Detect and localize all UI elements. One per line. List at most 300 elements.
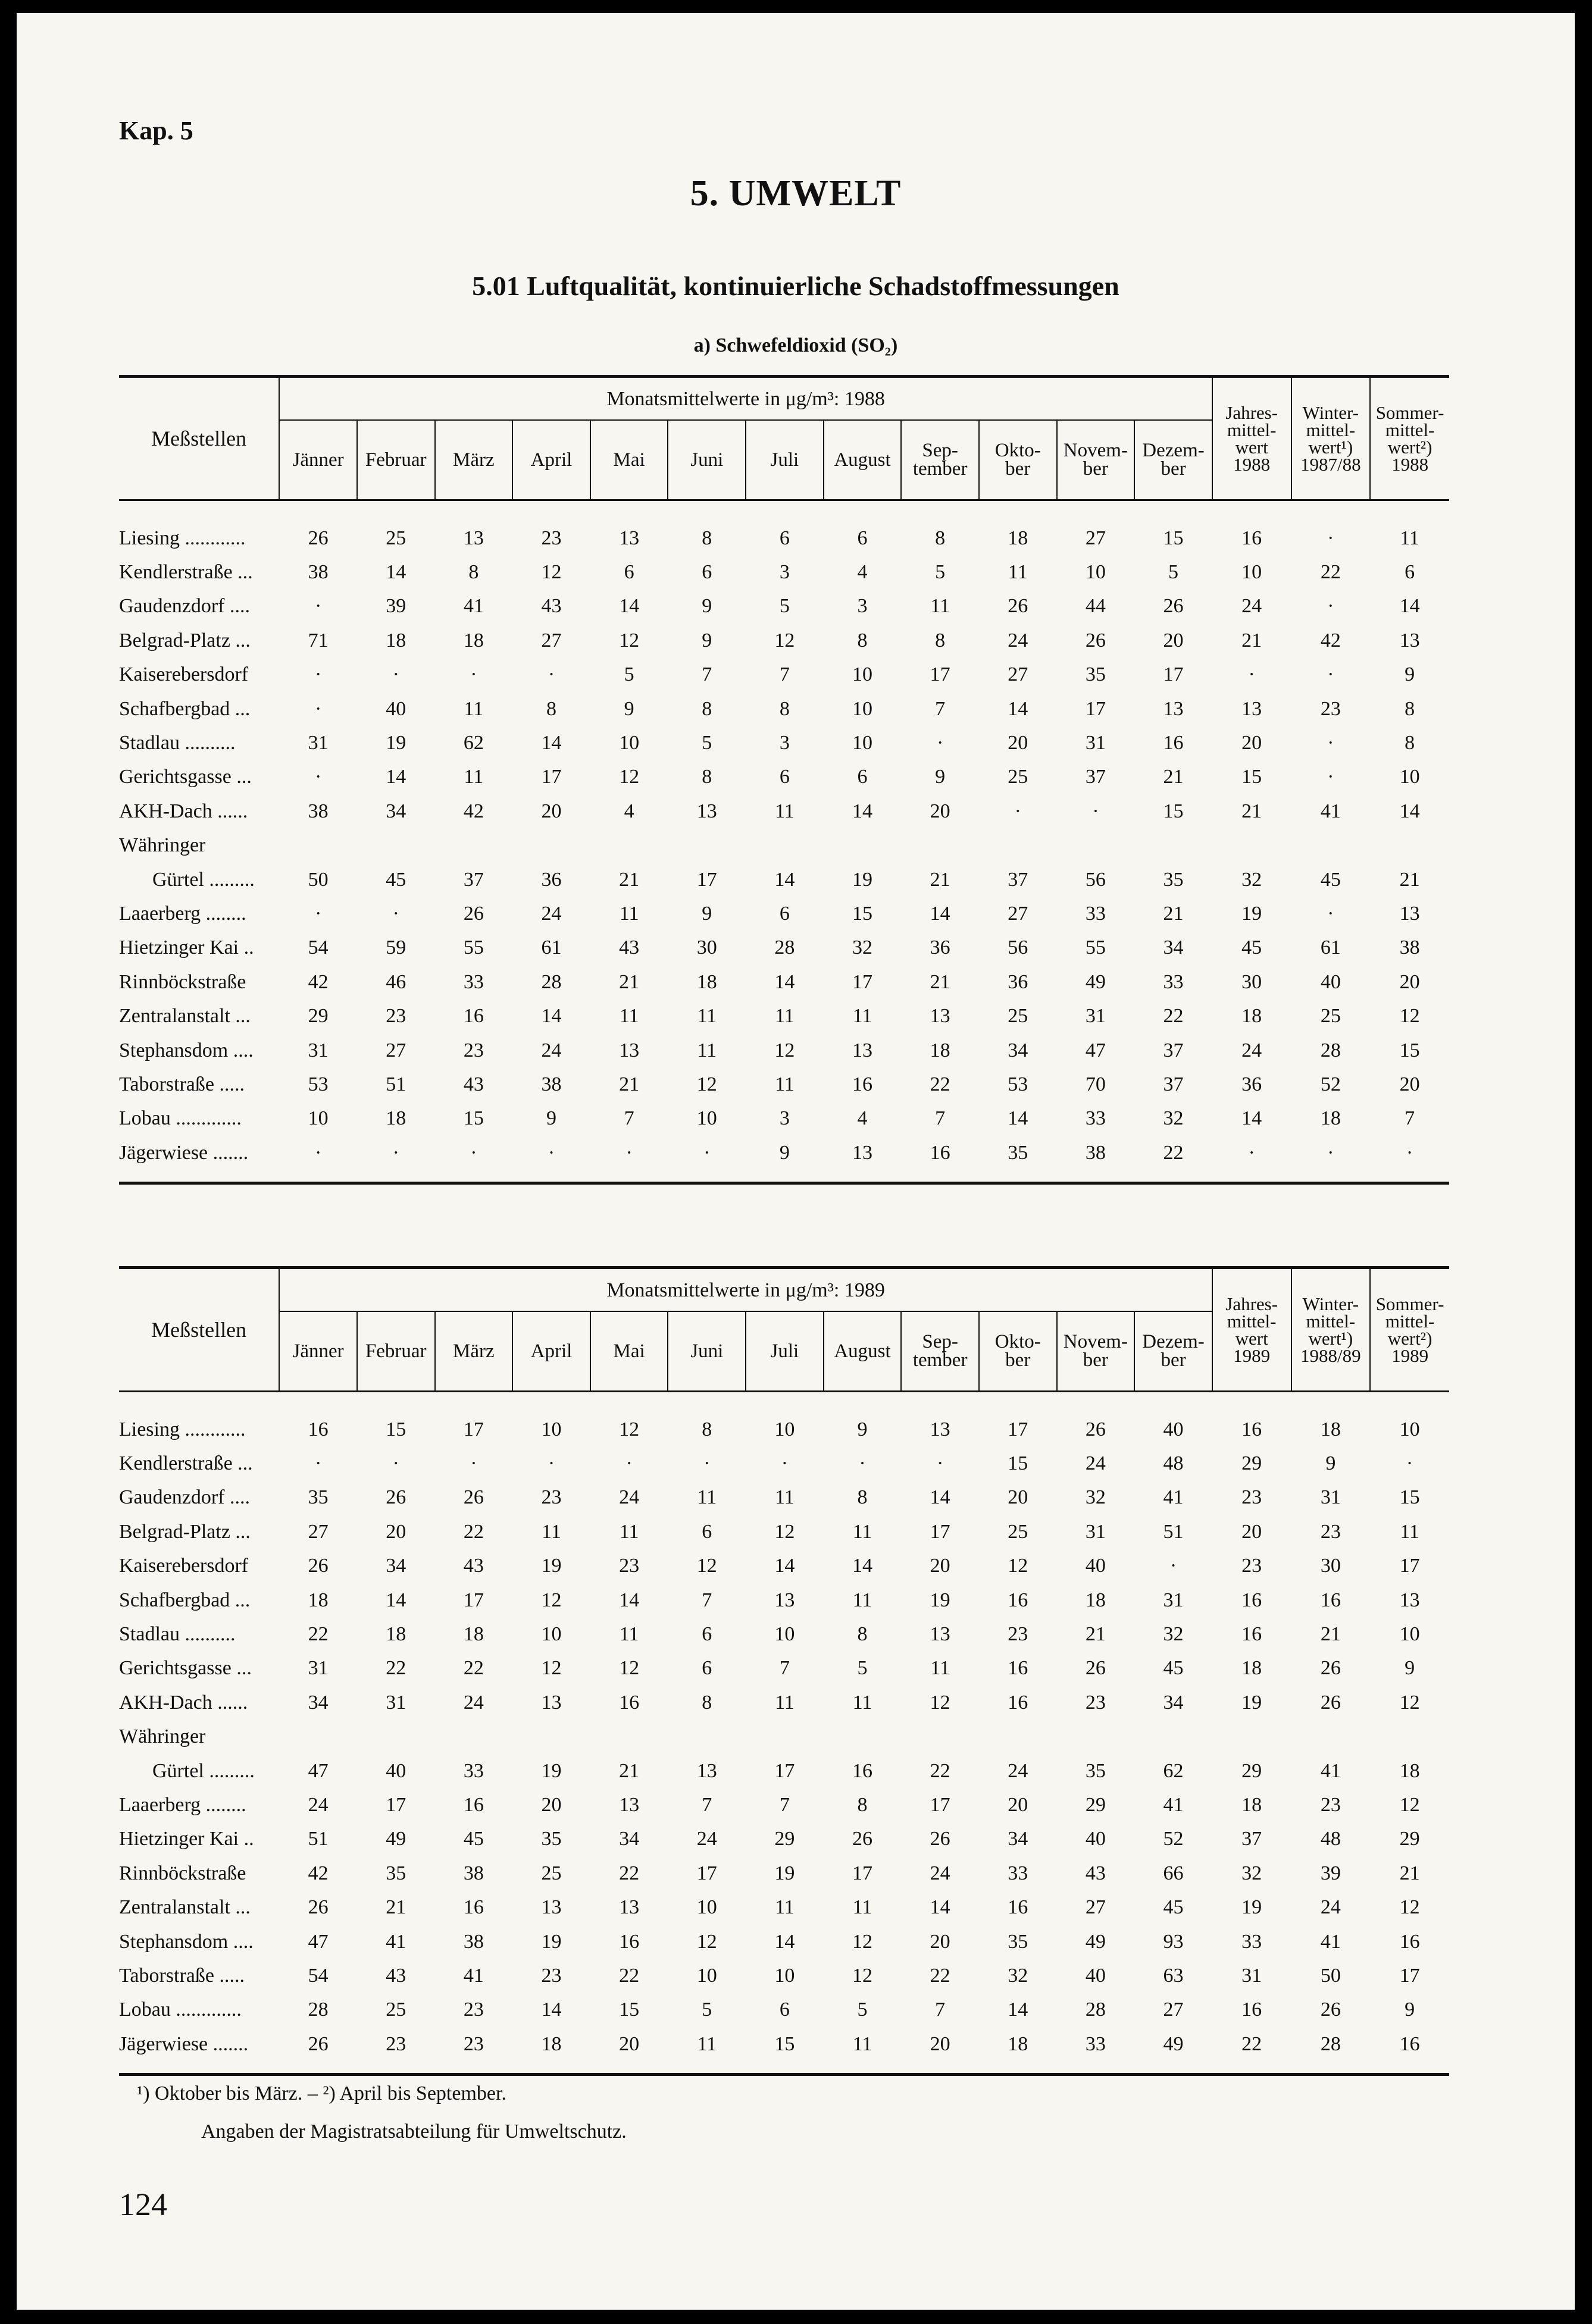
value-cell: 47 [1085,1039,1106,1061]
value-cell: 29 [1241,1759,1262,1782]
value-cell: 21 [930,868,950,891]
value-cell: 11 [1400,1520,1419,1543]
value-cell: 22 [930,1964,950,1987]
station-name: Gürtel ......... [152,1759,255,1782]
period-title: Monatsmittelwerte in μg/m³: 1988 [279,377,1212,421]
value-cell: 20 [541,800,562,822]
value-cell: 18 [1241,1793,1262,1816]
value-cell: · [470,1452,477,1475]
value-cell: 22 [1241,2032,1262,2055]
value-cell: 55 [463,937,484,959]
month-column-header: Sep- tember [901,1311,979,1392]
value-cell: 12 [619,1418,640,1440]
station-name: Liesing ............ [119,1418,246,1440]
value-cell: 13 [1399,902,1420,925]
value-cell: 47 [308,1930,329,1953]
value-cell: 28 [541,970,562,993]
value-cell: 21 [930,970,950,993]
value-cell: 10 [1241,561,1262,584]
value-cell: 22 [1163,1005,1184,1028]
station-name: Kendlerstraße ... [119,1452,253,1475]
value-cell: 16 [1399,2032,1420,2055]
value-cell: 14 [386,766,406,788]
value-cell: 17 [463,1589,484,1611]
value-cell: 21 [1399,868,1420,891]
value-cell: 33 [463,970,484,993]
station-name: Belgrad-Platz ... [119,629,251,652]
value-cell: 12 [930,1691,950,1714]
table-row [119,2027,1449,2075]
station-name: Liesing ............ [119,527,246,549]
value-cell: · [1169,1555,1177,1577]
value-cell: 41 [1163,1486,1184,1509]
value-cell: 15 [1163,527,1184,549]
value-cell: 41 [1320,1930,1341,1953]
value-cell: 11 [619,1520,639,1543]
value-cell: 16 [1008,1657,1028,1680]
value-cell: 43 [463,1555,484,1577]
value-cell: 26 [1320,1657,1341,1680]
value-cell: 26 [852,1828,872,1850]
station-name: Jägerwiese ....... [119,2032,249,2055]
value-cell: 24 [930,1862,950,1884]
value-cell: 5 [702,732,712,754]
value-cell: 54 [308,937,329,959]
value-cell [279,829,357,863]
table-row [119,500,1449,556]
value-cell: · [392,663,399,686]
value-cell: 11 [697,2032,717,2055]
table-row [119,1481,1449,1515]
value-cell: 16 [1241,1418,1262,1440]
value-cell: 11 [697,1486,717,1509]
value-cell: 13 [930,1418,950,1440]
value-cell: 9 [1405,663,1415,686]
value-cell: 8 [935,527,946,549]
value-cell: 25 [1008,1005,1028,1028]
value-cell: 11 [1400,527,1419,549]
summary-column-header: Sommer- mittel- wert²) 1988 [1370,377,1449,500]
value-cell: 6 [1405,561,1415,584]
value-cell: 13 [1241,697,1262,720]
value-cell: 18 [386,1107,406,1130]
value-cell: 6 [702,561,712,584]
table-row [119,1515,1449,1549]
value-cell [979,829,1057,863]
value-cell: 10 [696,1896,717,1919]
value-cell: 49 [386,1828,406,1850]
station-name: Rinnböckstraße [119,1862,246,1884]
month-column-header: Novem- ber [1057,420,1135,500]
value-cell: 55 [1085,937,1106,959]
value-cell [1134,829,1212,863]
month-column-header: März [435,1311,513,1392]
month-column-header: Jänner [292,449,344,471]
value-cell: 4 [857,1107,868,1130]
value-cell: 26 [463,1486,484,1509]
value-cell: 24 [463,1691,484,1714]
value-cell [590,1720,668,1754]
value-cell: 9 [857,1418,868,1440]
value-cell: 33 [1241,1930,1262,1953]
value-cell: 18 [386,629,406,652]
value-cell: 45 [1320,868,1341,891]
value-cell: · [548,1452,555,1475]
station-name: Schafbergbad ... [119,1589,251,1611]
value-cell: · [936,732,944,754]
value-cell: 8 [702,1691,712,1714]
value-cell: 42 [308,970,329,993]
value-cell: 20 [1008,1793,1028,1816]
value-cell: 9 [702,902,712,925]
value-cell: 14 [930,1896,950,1919]
value-cell [901,1720,979,1754]
table-row [119,1446,1449,1480]
value-cell: 9 [1405,1657,1415,1680]
value-cell: 18 [308,1589,329,1611]
table-1989-block [119,1266,1449,2076]
month-column-header: August [824,1311,902,1392]
value-cell: · [314,902,322,925]
value-cell: 48 [1320,1828,1341,1850]
value-cell: 33 [1008,1862,1028,1884]
value-cell: 56 [1008,937,1028,959]
value-cell: 15 [1163,800,1184,822]
value-cell: 7 [935,1999,946,2021]
value-cell: 13 [696,800,717,822]
value-cell: 10 [852,663,872,686]
value-cell: 16 [308,1418,329,1440]
value-cell: 11 [775,1073,795,1095]
value-cell: · [548,663,555,686]
value-cell: 5 [857,1999,868,2021]
value-cell: 16 [1008,1589,1028,1611]
value-cell: 7 [702,663,712,686]
value-cell: 13 [541,1691,562,1714]
value-cell: 14 [541,732,562,754]
value-cell: 32 [1008,1964,1028,1987]
value-cell: 20 [1008,1486,1028,1509]
value-cell: · [1092,800,1099,822]
value-cell: 14 [1399,800,1420,822]
value-cell: 21 [619,1073,640,1095]
value-cell: 10 [541,1418,562,1440]
value-cell: 8 [857,1623,868,1646]
value-cell: 8 [779,697,790,720]
table-row [119,999,1449,1033]
value-cell: 66 [1163,1862,1184,1884]
value-cell: 41 [386,1930,406,1953]
value-cell: 17 [852,970,872,993]
value-cell: 21 [1163,902,1184,925]
value-cell: · [703,1452,711,1475]
value-cell: 16 [1320,1589,1341,1611]
value-cell: 20 [930,1930,950,1953]
value-cell: 18 [930,1039,950,1061]
value-cell: 19 [1241,1896,1262,1919]
value-cell: 27 [1008,663,1028,686]
value-cell: 36 [541,868,562,891]
value-cell [824,1720,902,1754]
month-column-header: Februar [357,1311,435,1392]
value-cell: · [314,595,322,618]
station-name: Jägerwiese ....... [119,1141,249,1164]
station-column-header: Meßstellen [119,1268,279,1392]
value-cell: 12 [619,766,640,788]
value-cell: 20 [930,2032,950,2055]
summary-column-header: Jahres- mittel- wert 1989 [1212,1268,1291,1392]
value-cell: 17 [774,1759,795,1782]
value-cell: 25 [386,527,406,549]
value-cell: 8 [702,697,712,720]
value-cell: 10 [774,1964,795,1987]
value-cell: 13 [930,1623,950,1646]
table-row [119,1686,1449,1719]
table-row [119,1549,1449,1583]
station-name: Gerichtsgasse ... [119,766,252,788]
value-cell: 18 [1320,1418,1341,1440]
value-cell [590,829,668,863]
value-cell: 5 [779,595,790,618]
value-cell: 33 [1085,902,1106,925]
value-cell: 14 [774,868,795,891]
station-name: Zentralanstalt ... [119,1005,251,1028]
value-cell: 49 [1085,970,1106,993]
table-row [119,1583,1449,1617]
value-cell: 6 [857,527,868,549]
value-cell: 37 [463,868,484,891]
value-cell: 33 [1085,2032,1106,2055]
station-name: Gerichtsgasse ... [119,1657,252,1680]
value-cell: 12 [619,629,640,652]
station-name: Lobau ............. [119,1999,242,2021]
value-cell: 18 [1008,527,1028,549]
month-column-header: Dezem- ber [1134,420,1212,500]
table-1988-block [119,375,1449,1185]
value-cell: 18 [1085,1589,1106,1611]
value-cell: 16 [1241,1999,1262,2021]
value-cell: 54 [308,1964,329,1987]
station-name: Schafbergbad ... [119,697,251,720]
value-cell: 23 [619,1555,640,1577]
value-cell: 35 [541,1828,562,1850]
value-cell: 9 [624,697,634,720]
month-column-header: Okto- ber [979,420,1057,500]
value-cell: 11 [542,1520,561,1543]
value-cell: 13 [541,1896,562,1919]
value-cell [668,1720,746,1754]
value-cell: 62 [463,732,484,754]
value-cell [824,829,902,863]
table-row [119,1959,1449,1993]
value-cell: 32 [1085,1486,1106,1509]
value-cell: 23 [463,1039,484,1061]
value-cell: 22 [619,1964,640,1987]
value-cell: 56 [1085,868,1106,891]
table-row [119,1392,1449,1447]
value-cell: 34 [1163,937,1184,959]
month-column-header: März [435,420,513,500]
station-name: Taborstraße ..... [119,1964,245,1987]
value-cell: 37 [1085,766,1106,788]
month-column-header: Juni [668,1311,746,1392]
table-row [119,1890,1449,1924]
value-cell: 19 [930,1589,950,1611]
value-cell: 8 [857,629,868,652]
value-cell: 17 [852,1862,872,1884]
value-cell: 11 [930,1657,950,1680]
value-cell: 44 [1085,595,1106,618]
value-cell: 6 [702,1623,712,1646]
value-cell [668,829,746,863]
value-cell: 17 [1085,697,1106,720]
value-cell: 24 [541,1039,562,1061]
value-cell: 28 [774,937,795,959]
value-cell: 29 [1399,1828,1420,1850]
station-name: Kaiserebersdorf [119,663,249,686]
value-cell: 5 [857,1657,868,1680]
month-column-header: Dezem- ber [1134,1311,1212,1392]
value-cell: 51 [1163,1520,1184,1543]
value-cell: 13 [696,1759,717,1782]
value-cell: 11 [852,1589,872,1611]
value-cell: 34 [308,1691,329,1714]
value-cell: 35 [1085,663,1106,686]
value-cell: 41 [1320,1759,1341,1782]
value-cell: 6 [702,1657,712,1680]
value-cell: 11 [775,1896,795,1919]
table-row [119,1993,1449,2027]
value-cell: 26 [1085,1657,1106,1680]
value-cell: 21 [1241,629,1262,652]
value-cell: 6 [779,1999,790,2021]
value-cell: 31 [386,1691,406,1714]
table-row [119,1067,1449,1101]
value-cell [357,1720,435,1754]
value-cell: 27 [308,1520,329,1543]
value-cell: · [1327,732,1334,754]
value-cell: 15 [774,2032,795,2055]
value-cell: 18 [1008,2032,1028,2055]
period-title: Monatsmittelwerte in μg/m³: 1989 [279,1268,1212,1312]
value-cell: 14 [619,595,640,618]
table-row [119,1033,1449,1067]
value-cell: 23 [541,1964,562,1987]
value-cell: 7 [702,1793,712,1816]
value-cell: 17 [930,1520,950,1543]
value-cell: 12 [619,1657,640,1680]
value-cell: 6 [779,902,790,925]
table-row [119,897,1449,931]
value-cell: · [314,1452,322,1475]
value-cell: 24 [1085,1452,1106,1475]
value-cell: 20 [619,2032,640,2055]
station-name: Hietzinger Kai .. [119,1828,254,1850]
value-cell: 42 [308,1862,329,1884]
value-cell: 11 [619,1623,639,1646]
value-cell: 11 [697,1039,717,1061]
value-cell: 12 [1399,1005,1420,1028]
station-name: Kaiserebersdorf [119,1555,249,1577]
value-cell: · [859,1452,866,1475]
value-cell: · [1327,527,1334,549]
value-cell: 13 [852,1039,872,1061]
value-cell: · [1327,766,1334,788]
value-cell: 45 [1163,1657,1184,1680]
value-cell: · [314,697,322,720]
month-column-header: Novem- ber [1057,1311,1135,1392]
value-cell: 11 [619,902,639,925]
value-cell: 16 [619,1691,640,1714]
table-1989 [119,1266,1449,2076]
value-cell: 20 [930,800,950,822]
value-cell: 26 [1163,595,1184,618]
value-cell: 7 [702,1589,712,1611]
value-cell: 31 [308,732,329,754]
value-cell: · [936,1452,944,1475]
station-name: AKH-Dach ...... [119,800,248,822]
value-cell: 20 [386,1520,406,1543]
value-cell: 23 [1008,1623,1028,1646]
value-cell: 23 [1320,1520,1341,1543]
value-cell: 10 [308,1107,329,1130]
value-cell: 9 [935,766,946,788]
value-cell: 15 [1399,1039,1420,1061]
value-cell: 17 [541,766,562,788]
value-cell: 13 [619,527,640,549]
value-cell: 12 [852,1930,872,1953]
value-cell: 40 [1085,1964,1106,1987]
value-cell: 5 [702,1999,712,2021]
value-cell: 8 [702,1418,712,1440]
value-cell: 34 [619,1828,640,1850]
value-cell: 20 [930,1555,950,1577]
value-cell: 21 [1320,1623,1341,1646]
value-cell: 21 [619,1759,640,1782]
value-cell: 37 [1241,1828,1262,1850]
value-cell: 21 [619,868,640,891]
value-cell: 12 [1399,1691,1420,1714]
value-cell: 27 [1085,1896,1106,1919]
value-cell: 11 [775,1691,795,1714]
value-cell: 15 [463,1107,484,1130]
month-column-header: Juli [746,420,824,500]
value-cell: 31 [1085,732,1106,754]
summary-column-header: Sommer- mittel- wert²) 1989 [1370,1268,1449,1392]
value-cell: 19 [1241,1691,1262,1714]
value-cell: 23 [1241,1555,1262,1577]
value-cell: 27 [1085,527,1106,549]
table-row [119,863,1449,897]
value-cell: 51 [386,1073,406,1095]
value-cell: 28 [1085,1999,1106,2021]
summary-column-header: Jahres- mittel- wert 1988 [1212,377,1291,500]
value-cell: 9 [546,1107,556,1130]
value-cell: 13 [1163,697,1184,720]
value-cell: 22 [619,1862,640,1884]
station-name: Stadlau .......... [119,1623,236,1646]
value-cell [979,1720,1057,1754]
value-cell: 38 [463,1862,484,1884]
value-cell: 24 [1008,1759,1028,1782]
value-cell: · [1327,663,1334,686]
value-cell: 22 [463,1657,484,1680]
value-cell: 20 [1163,629,1184,652]
value-cell: 16 [1241,1623,1262,1646]
value-cell: 25 [1008,1520,1028,1543]
value-cell: 24 [1320,1896,1341,1919]
value-cell [1057,1720,1135,1754]
